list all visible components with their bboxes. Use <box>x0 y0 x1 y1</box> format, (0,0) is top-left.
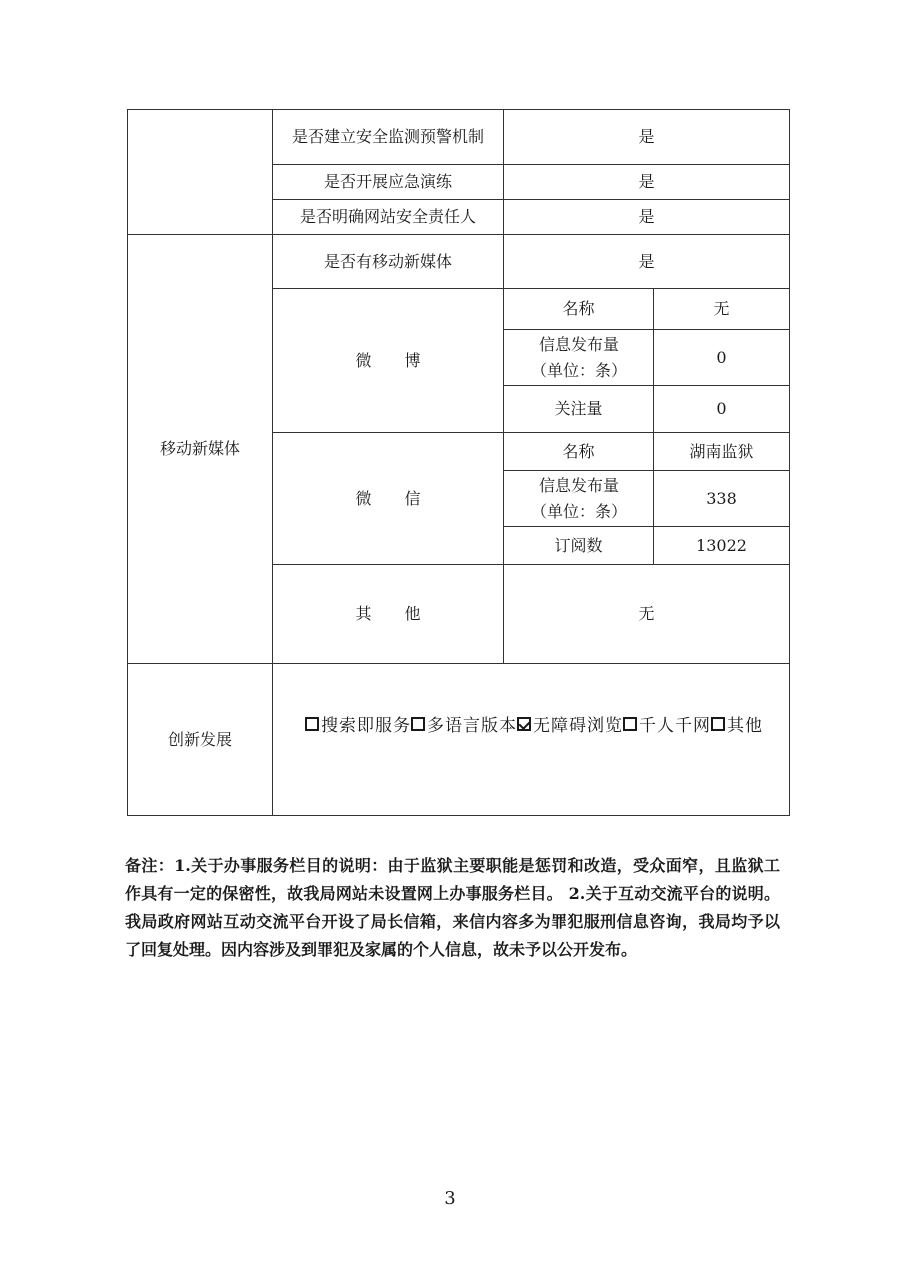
other-label: 其 他 <box>355 604 435 623</box>
weibo-posts-label: 信息发布量（单位：条） <box>530 334 627 380</box>
weibo-name-label: 名称 <box>562 299 595 318</box>
option-search-service[interactable]: 搜索即服务 <box>305 711 411 736</box>
option-multilanguage[interactable]: 多语言版本 <box>411 711 517 736</box>
checkbox-unchecked-icon <box>411 717 425 731</box>
checkbox-checked-icon <box>517 717 531 731</box>
row-label-monitoring: 是否建立安全监测预警机制 <box>291 127 484 146</box>
wechat-name-label: 名称 <box>562 441 595 461</box>
wechat-subs-label: 订阅数 <box>554 535 603 555</box>
row-label-responsible: 是否明确网站安全责任人 <box>299 207 476 226</box>
weibo-posts-value: 0 <box>716 347 727 367</box>
weibo-name-value: 无 <box>713 299 730 318</box>
checkbox-unchecked-icon <box>305 717 319 731</box>
checkbox-unchecked-icon <box>623 717 637 731</box>
wechat-name-value: 湖南监狱 <box>689 441 754 461</box>
row-value-drill: 是 <box>638 172 655 191</box>
section-label-mobile-media: 移动新媒体 <box>159 439 240 458</box>
checkbox-unchecked-icon <box>711 717 725 731</box>
weibo-follow-label: 关注量 <box>554 399 603 418</box>
section-label-innovation: 创新发展 <box>167 729 232 749</box>
weibo-follow-value: 0 <box>716 399 727 418</box>
innovation-options <box>305 711 785 736</box>
weibo-label: 微 博 <box>355 350 435 370</box>
other-value: 无 <box>638 604 655 623</box>
row-label-drill: 是否开展应急演练 <box>323 172 452 191</box>
option-other[interactable]: 其他 <box>711 711 763 736</box>
has-mobile-value: 是 <box>638 251 655 271</box>
wechat-posts-value: 338 <box>706 488 737 508</box>
remarks-note: 备注：1.关于办事服务栏目的说明：由于监狱主要职能是惩罚和改造，受众面窄，且监狱工作具有一定的保密性，故我局网站未设置网上办事服务栏目。 2.关于互动交流平台的说明。我局政府网站互动交流平台开设了局长信箱，来信内容多为罪犯服刑信息咨询，我局均予以了回复处理。因内容涉及到罪犯及家属的个人信息，故未予以公开发布。 <box>125 856 780 959</box>
page-number: 3 <box>444 1188 456 1209</box>
wechat-posts-label: 信息发布量（单位：条） <box>530 475 627 521</box>
row-value-responsible: 是 <box>638 207 655 226</box>
wechat-subs-value: 13022 <box>696 535 747 555</box>
row-value-monitoring: 是 <box>638 127 655 146</box>
has-mobile-label: 是否有移动新媒体 <box>323 251 452 271</box>
wechat-label: 微 信 <box>355 488 435 508</box>
option-accessibility[interactable]: 无障碍浏览 <box>517 711 623 736</box>
option-personalized[interactable]: 千人千网 <box>623 711 711 736</box>
